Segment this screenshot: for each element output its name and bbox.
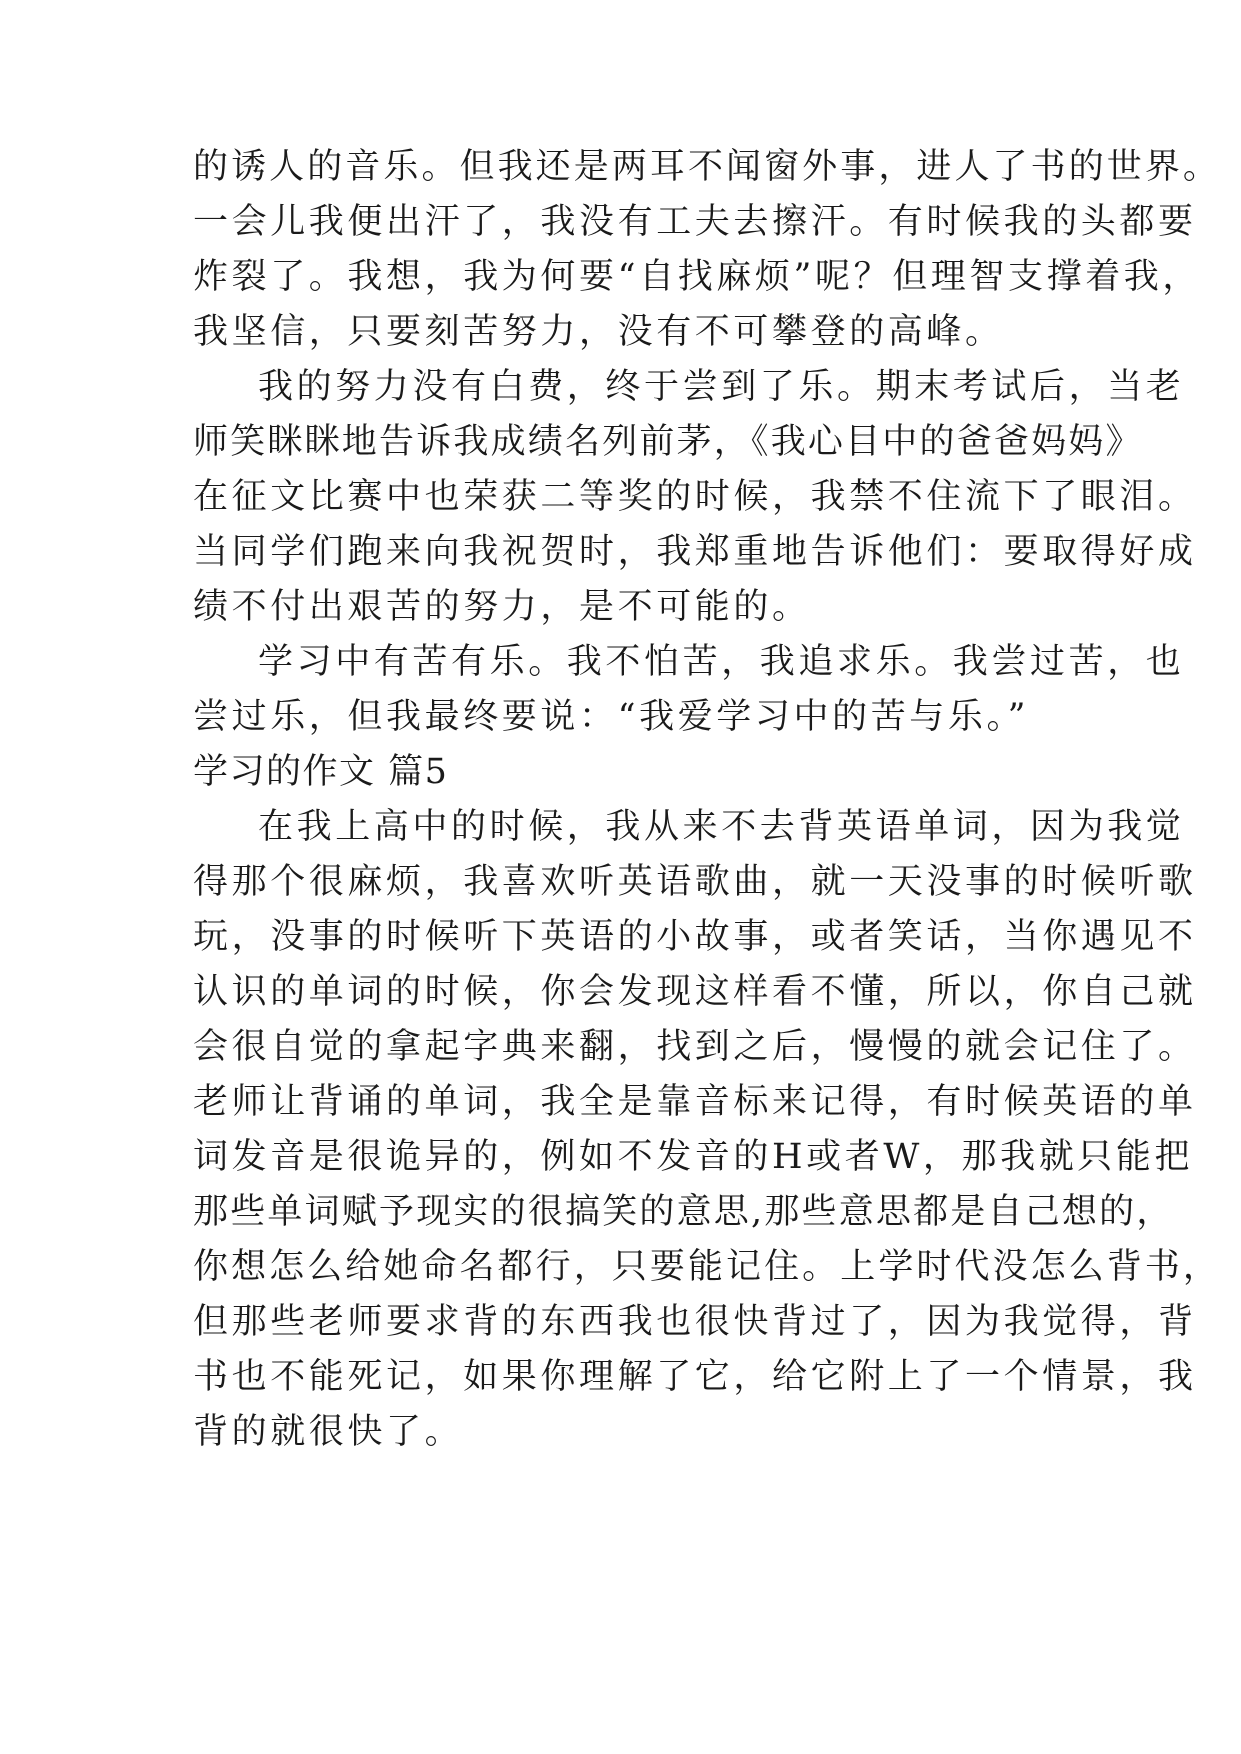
text-line: 一会儿我便出汗了，我没有工夫去擦汗。有时候我的头都要 bbox=[193, 202, 1197, 242]
text-line: 当同学们跑来向我祝贺时，我郑重地告诉他们：要取得好成 bbox=[193, 532, 1197, 572]
paragraph-first-line: 学习中有苦有乐。我不怕苦，我追求乐。我尝过苦，也 bbox=[258, 642, 1185, 682]
text-line: 的诱人的音乐。但我还是两耳不闻窗外事，进人了书的世界。 bbox=[193, 147, 1221, 187]
text-line: 会很自觉的拿起字典来翻，找到之后，慢慢的就会记住了。 bbox=[193, 1027, 1197, 1067]
text-line: 背的就很快了。 bbox=[193, 1412, 464, 1452]
text-line: 玩，没事的时候听下英语的小故事，或者笑话，当你遇见不 bbox=[193, 917, 1197, 957]
text-line: 老师让背诵的单词，我全是靠音标来记得，有时候英语的单 bbox=[193, 1082, 1197, 1122]
paragraph-first-line: 在我上高中的时候，我从来不去背英语单词，因为我觉 bbox=[258, 807, 1185, 847]
text-line: 认识的单词的时候，你会发现这样看不懂，所以，你自己就 bbox=[193, 972, 1197, 1012]
text-line: 但那些老师要求背的东西我也很快背过了，因为我觉得，背 bbox=[193, 1302, 1197, 1342]
text-line: 词发音是很诡异的，例如不发音的H或者W，那我就只能把 bbox=[193, 1137, 1194, 1177]
text-line: 师笑眯眯地告诉我成绩名列前茅，《我心目中的爸爸妈妈》 bbox=[193, 422, 1143, 462]
section-heading: 学习的作文 篇5 bbox=[193, 752, 449, 792]
text-line: 得那个很麻烦，我喜欢听英语歌曲，就一天没事的时候听歌 bbox=[193, 862, 1197, 902]
paragraph-first-line: 我的努力没有白费，终于尝到了乐。期末考试后，当老 bbox=[258, 367, 1185, 407]
text-line: 炸裂了。我想，我为何要“自找麻烦”呢？但理智支撑着我， bbox=[193, 257, 1201, 297]
text-line: 你想怎么给她命名都行，只要能记住。上学时代没怎么背书， bbox=[193, 1247, 1221, 1287]
text-line: 我坚信，只要刻苦努力，没有不可攀登的高峰。 bbox=[193, 312, 1004, 352]
text-line: 书也不能死记，如果你理解了它，给它附上了一个情景，我 bbox=[193, 1357, 1197, 1397]
text-line: 那些单词赋予现实的很搞笑的意思,那些意思都是自己想的， bbox=[193, 1192, 1174, 1232]
text-line: 在征文比赛中也荣获二等奖的时候，我禁不住流下了眼泪。 bbox=[193, 477, 1197, 517]
text-line: 尝过乐，但我最终要说：“我爱学习中的苦与乐。” bbox=[193, 697, 1030, 737]
text-line: 绩不付出艰苦的努力，是不可能的。 bbox=[193, 587, 811, 627]
